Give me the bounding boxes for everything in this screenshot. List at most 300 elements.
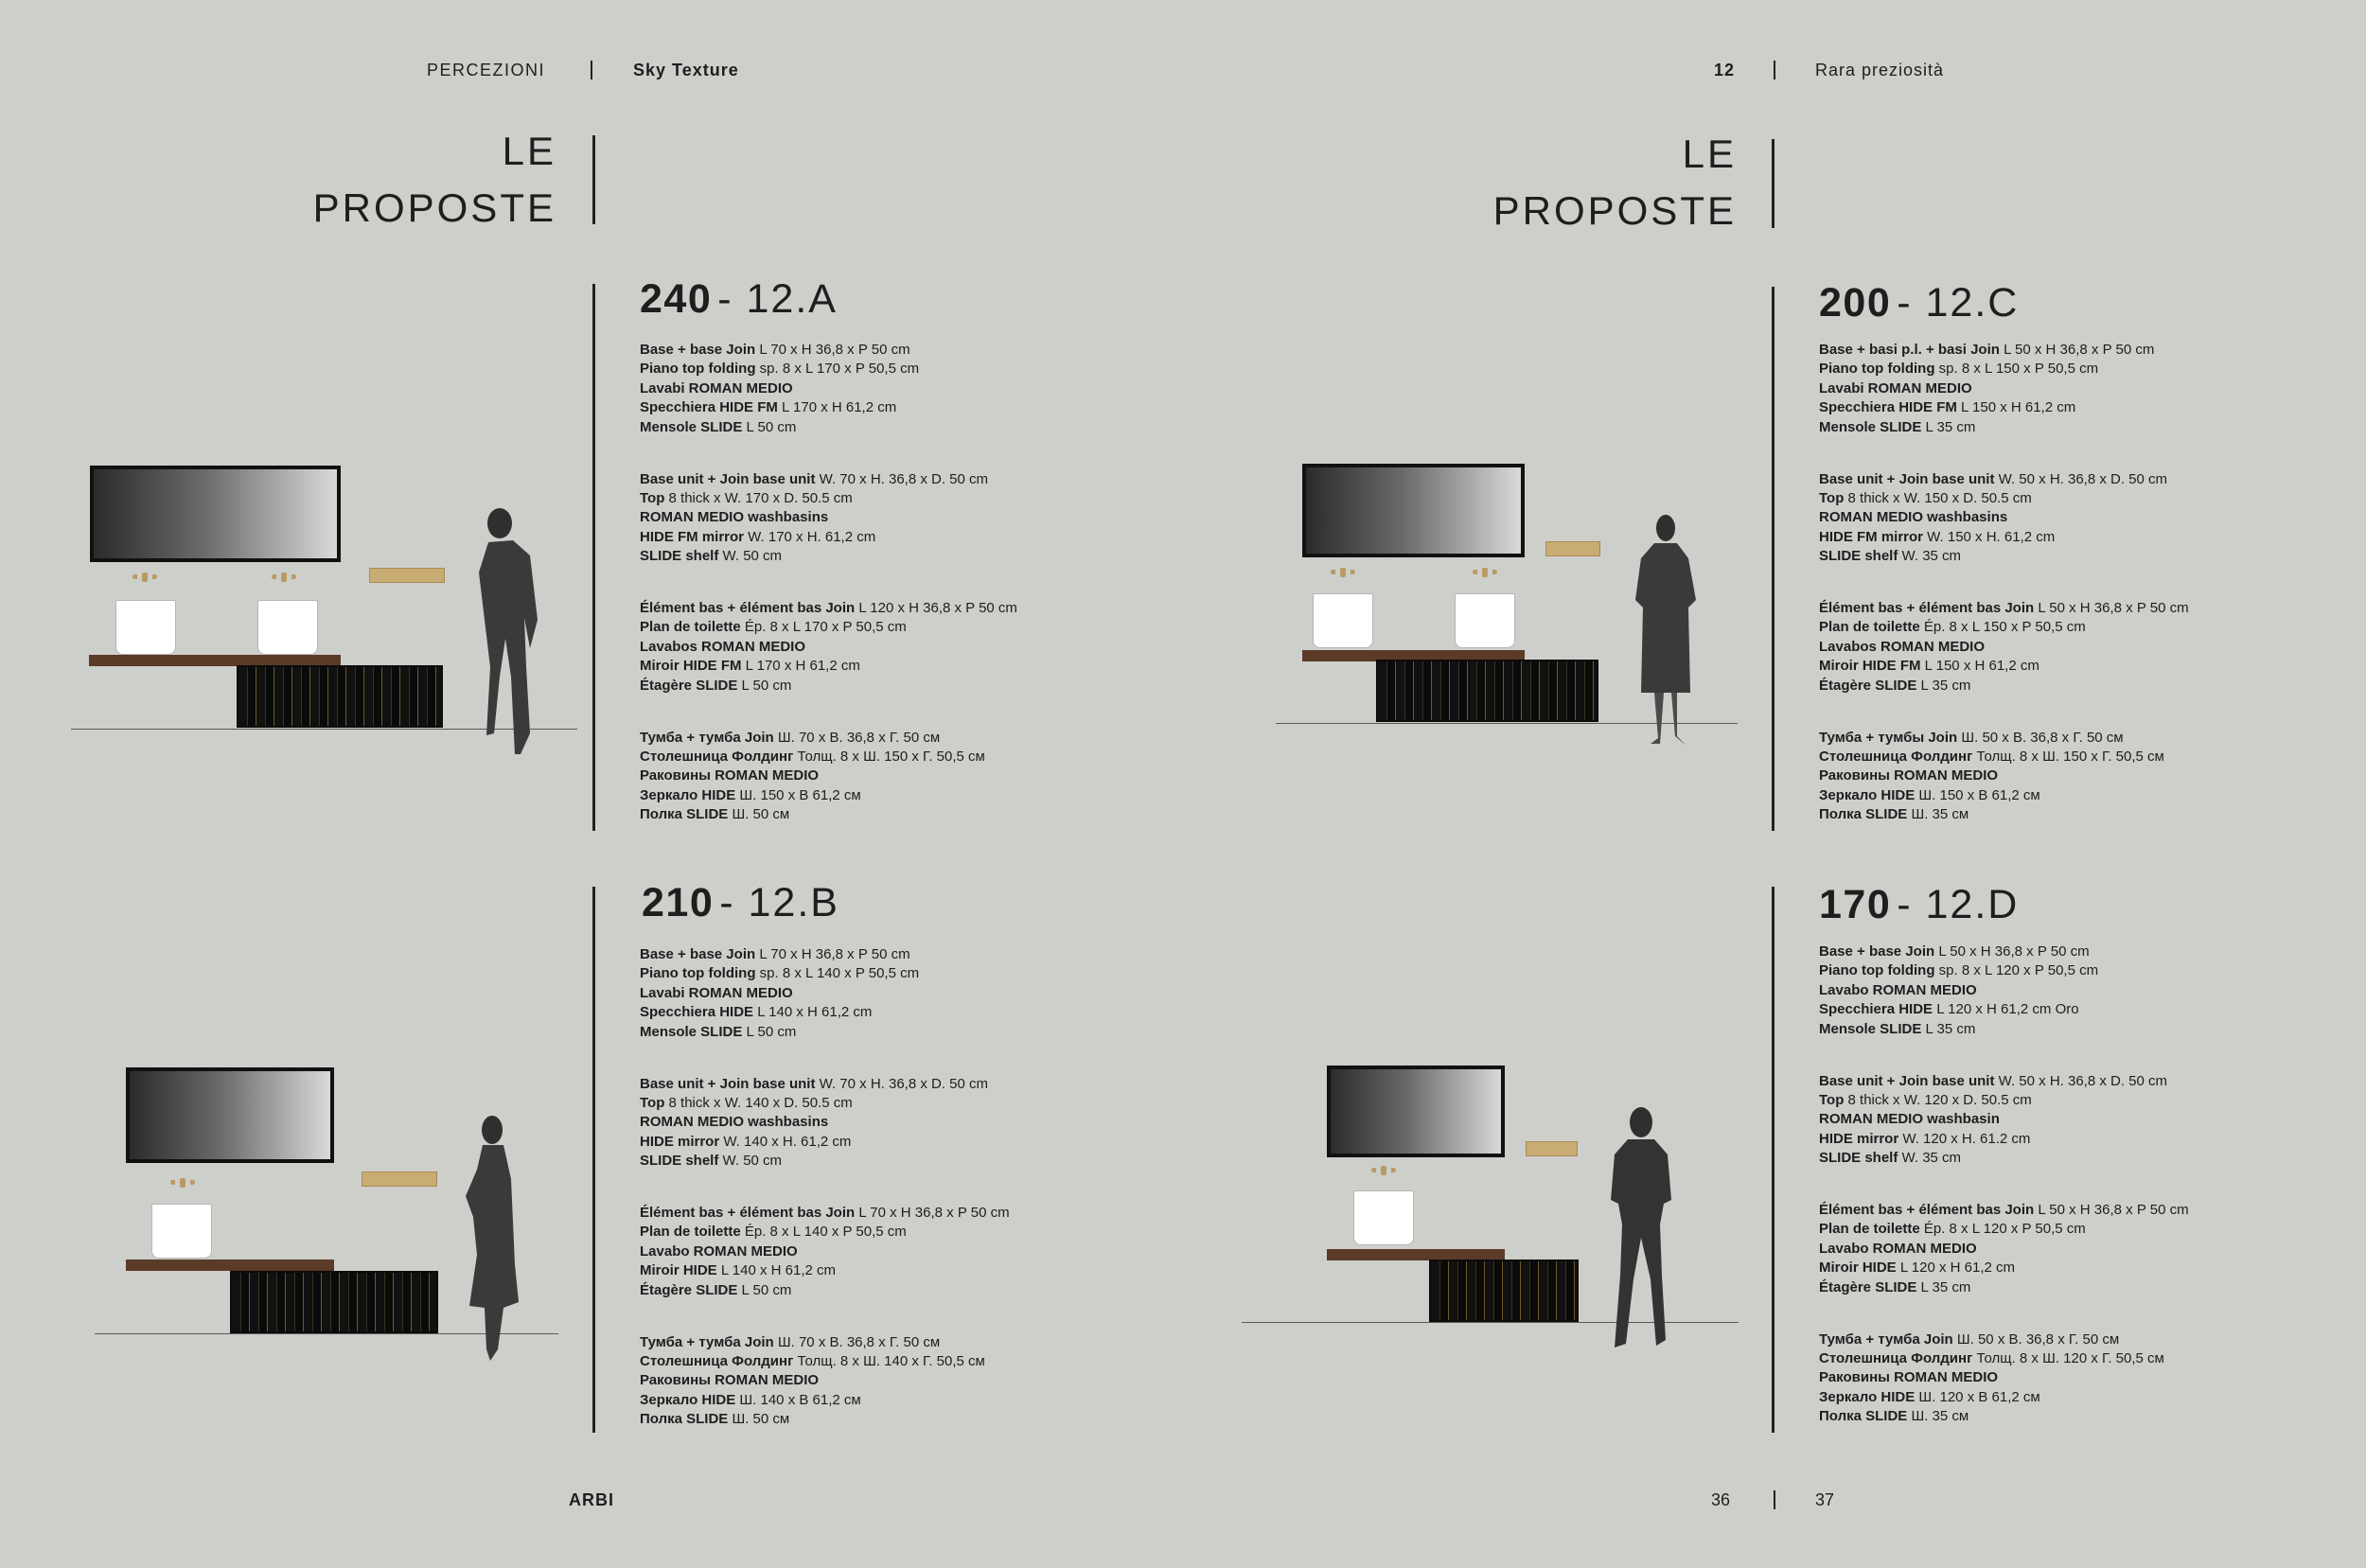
- spec-label: Столешница Фолдинг: [1819, 748, 1973, 765]
- spec-label: Base + base Join: [640, 342, 756, 358]
- spec-value: Ш. 50 см: [728, 806, 790, 823]
- spec-line: [1819, 766, 2330, 785]
- spec-line: [640, 398, 1151, 417]
- spec-label: Étagère SLIDE: [1819, 677, 1917, 694]
- person-figure-icon: [471, 506, 556, 757]
- spec-value: W. 35 cm: [1898, 548, 1962, 565]
- spec-line: [640, 1094, 1151, 1113]
- spec-line: [1819, 1349, 2330, 1368]
- spec-value: Ép. 8 x L 170 x P 50,5 cm: [740, 619, 907, 636]
- spec-line: [1819, 786, 2330, 805]
- spec-label: ROMAN MEDIO washbasins: [640, 1114, 829, 1131]
- proposal-id: - 12.C: [1897, 280, 2020, 326]
- person-figure-icon: [1598, 1105, 1683, 1353]
- spec-label: HIDE mirror: [1819, 1130, 1899, 1147]
- spec-line: [1819, 1240, 2330, 1259]
- spec-label: Lavabo ROMAN MEDIO: [1819, 1240, 1977, 1257]
- spec-line: [1819, 748, 2330, 766]
- spec-group: [640, 1075, 1151, 1172]
- spec-label: Base + basi p.l. + basi Join: [1819, 342, 2000, 358]
- spec-label: Base unit + Join base unit: [1819, 1072, 1995, 1089]
- spec-line: [640, 766, 1151, 785]
- shelf: [362, 1172, 437, 1187]
- spec-value: L 50 cm: [737, 1281, 792, 1298]
- spec-line: [640, 1113, 1151, 1132]
- spec-line: [1819, 1407, 2330, 1426]
- spec-label: Lavabi ROMAN MEDIO: [1819, 379, 1972, 396]
- spec-value: 8 thick x W. 150 x D. 50.5 cm: [1844, 489, 2032, 506]
- spec-label: Раковины ROMAN MEDIO: [1819, 1369, 1999, 1386]
- spec-group: [640, 1204, 1151, 1300]
- spec-line: [640, 599, 1151, 618]
- spec-label: Тумба + тумба Join: [640, 729, 774, 746]
- spec-value: Толщ. 8 x Ш. 150 x Г. 50,5 см: [1972, 748, 2164, 765]
- spec-line: [1819, 1201, 2330, 1220]
- spec-label: Miroir HIDE FM: [640, 658, 742, 675]
- spec-line: [640, 1371, 1151, 1390]
- spec-value: L 150 x H 61,2 cm: [1920, 658, 2039, 675]
- spec-line: [640, 657, 1151, 676]
- spec-label: Полка SLIDE: [1819, 1408, 1908, 1425]
- faucet-icon: [1473, 568, 1497, 577]
- spec-value: W. 50 x H. 36,8 x D. 50 cm: [1994, 1072, 2168, 1089]
- spec-value: L 120 x H 36,8 x P 50 cm: [855, 600, 1017, 616]
- spec-value: L 140 x H 61,2 cm: [716, 1262, 837, 1279]
- spec-label: Зеркало HIDE: [640, 786, 736, 803]
- spec-line: [640, 945, 1151, 964]
- base-cabinet: [237, 665, 443, 728]
- spec-label: Élément bas + élément bas Join: [640, 1205, 856, 1221]
- spec-line: [1819, 1000, 2330, 1019]
- spec-value: L 35 cm: [1921, 418, 1976, 435]
- spec-label: Base + base Join: [1819, 943, 1935, 960]
- spec-line: [1819, 1278, 2330, 1297]
- proposal-divider: [592, 887, 595, 1433]
- spec-line: [640, 1410, 1151, 1429]
- spec-label: Столешница Фолдинг: [640, 748, 794, 765]
- spec-value: sp. 8 x L 140 x P 50,5 cm: [755, 965, 920, 982]
- spec-value: W. 70 x H. 36,8 x D. 50 cm: [815, 1075, 989, 1092]
- spec-label: Élément bas + élément bas Join: [1819, 1202, 2035, 1218]
- spec-line: [640, 528, 1151, 547]
- spec-label: Étagère SLIDE: [1819, 1278, 1917, 1295]
- proposal-id: - 12.A: [717, 276, 838, 322]
- spec-label: Miroir HIDE FM: [1819, 658, 1921, 675]
- spec-label: Étagère SLIDE: [640, 1281, 738, 1298]
- spec-value: L 170 x H 61,2 cm: [741, 658, 860, 675]
- spec-label: Столешница Фолдинг: [1819, 1349, 1973, 1366]
- base-cabinet: [230, 1271, 438, 1333]
- spec-group: [1819, 1201, 2330, 1297]
- spec-value: sp. 8 x L 170 x P 50,5 cm: [755, 361, 920, 378]
- proposal-id: - 12.B: [719, 880, 839, 925]
- spec-line: [1819, 1330, 2330, 1349]
- spec-line: [1819, 618, 2330, 637]
- proposal-size: 240: [640, 276, 713, 322]
- spec-label: Miroir HIDE: [1819, 1260, 1897, 1277]
- spec-value: W. 70 x H. 36,8 x D. 50 cm: [815, 470, 989, 487]
- proposal-code: [1819, 280, 2019, 326]
- washbasin: [1313, 593, 1373, 648]
- spec-line: [1819, 1020, 2330, 1039]
- person-figure-icon: [1628, 513, 1704, 749]
- spec-line: [1819, 398, 2330, 417]
- title-divider: [592, 135, 595, 224]
- spec-line: [640, 341, 1151, 360]
- spec-line: [1819, 729, 2330, 748]
- proposal-size: 200: [1819, 280, 1892, 326]
- spec-label: ROMAN MEDIO washbasin: [1819, 1111, 2000, 1128]
- spec-label: Lavabos ROMAN MEDIO: [1819, 638, 1986, 655]
- spec-line: [640, 1333, 1151, 1352]
- spec-line: [640, 1204, 1151, 1223]
- washbasin: [115, 600, 176, 655]
- spec-value: Ép. 8 x L 120 x P 50,5 cm: [1919, 1221, 2086, 1238]
- spec-label: SLIDE shelf: [1819, 1150, 1898, 1167]
- spec-value: L 35 cm: [1916, 1278, 1971, 1295]
- spec-label: Top: [640, 489, 665, 506]
- spec-label: Étagère SLIDE: [640, 677, 738, 694]
- header-chapter-number: 12: [1714, 61, 1736, 79]
- spec-line: [1819, 943, 2330, 961]
- mirror: [1327, 1066, 1505, 1157]
- header-collection: Sky Texture: [633, 61, 739, 79]
- washbasin: [151, 1204, 212, 1259]
- spec-group: [640, 729, 1151, 825]
- spec-line: [640, 729, 1151, 748]
- spec-value: L 150 x H 61,2 cm: [1956, 399, 2076, 416]
- spec-group: [1819, 1330, 2330, 1427]
- spec-label: Piano top folding: [1819, 962, 1935, 979]
- spec-line: [1819, 1259, 2330, 1277]
- spec-value: Ш. 50 см: [728, 1411, 790, 1428]
- spec-label: Зеркало HIDE: [1819, 786, 1916, 803]
- spec-label: Lavabi ROMAN MEDIO: [640, 984, 793, 1001]
- spec-label: ROMAN MEDIO washbasins: [1819, 509, 2008, 526]
- person-figure-icon: [445, 1113, 530, 1366]
- spec-value: Толщ. 8 x Ш. 140 x Г. 50,5 см: [793, 1352, 985, 1369]
- spec-line: [1819, 1388, 2330, 1407]
- spec-line: [1819, 638, 2330, 657]
- mirror: [126, 1067, 334, 1163]
- spec-line: [1819, 547, 2330, 566]
- spec-label: Specchiera HIDE FM: [1819, 399, 1957, 416]
- spec-value: L 170 x H 61,2 cm: [777, 399, 897, 416]
- spec-value: Ép. 8 x L 140 x P 50,5 cm: [740, 1224, 907, 1241]
- spec-label: Mensole SLIDE: [1819, 418, 1922, 435]
- page-title-right: [1358, 126, 1737, 239]
- spec-label: SLIDE shelf: [1819, 548, 1898, 565]
- faucet-icon: [272, 573, 296, 582]
- spec-line: [640, 786, 1151, 805]
- spec-line: [1819, 1072, 2330, 1091]
- spec-line: [1819, 981, 2330, 1000]
- faucet-icon: [170, 1178, 195, 1188]
- spec-label: Lavabo ROMAN MEDIO: [640, 1242, 798, 1260]
- page-number-right: 37: [1815, 1490, 1835, 1509]
- page-number-left: 36: [1711, 1490, 1731, 1509]
- spec-value: L 50 x H 36,8 x P 50 cm: [1934, 943, 2090, 960]
- spec-value: Ш. 35 см: [1907, 806, 1969, 823]
- spec-label: Plan de toilette: [640, 1224, 741, 1241]
- spec-line: [1819, 379, 2330, 398]
- spec-line: [1819, 1368, 2330, 1387]
- mirror: [90, 466, 341, 562]
- spec-value: L 70 x H 36,8 x P 50 cm: [755, 342, 910, 358]
- spec-value: L 35 cm: [1921, 1020, 1976, 1037]
- spec-label: Top: [640, 1094, 665, 1111]
- spec-line: [1819, 360, 2330, 379]
- spec-value: L 50 x H 36,8 x P 50 cm: [1999, 342, 2155, 358]
- spec-line: [640, 748, 1151, 766]
- spec-label: Piano top folding: [640, 361, 756, 378]
- spec-label: Lavabos ROMAN MEDIO: [640, 638, 806, 655]
- spec-line: [640, 508, 1151, 527]
- spec-label: Тумба + тумба Join: [1819, 1330, 1953, 1348]
- spec-value: L 120 x H 61,2 cm Oro: [1933, 1001, 2079, 1018]
- shelf: [1545, 541, 1600, 556]
- spec-value: Ш. 70 x В. 36,8 x Г. 50 см: [773, 1333, 941, 1350]
- mirror: [1302, 464, 1525, 557]
- spec-label: HIDE FM mirror: [640, 528, 745, 545]
- spec-label: SLIDE shelf: [640, 1153, 719, 1170]
- proposal-code: [642, 880, 839, 926]
- spec-value: L 140 x H 61,2 cm: [753, 1004, 873, 1021]
- spec-label: Piano top folding: [1819, 361, 1935, 378]
- spec-line: [1819, 805, 2330, 824]
- spec-value: 8 thick x W. 140 x D. 50.5 cm: [664, 1094, 853, 1111]
- faucet-icon: [1371, 1166, 1396, 1175]
- spec-value: Ш. 150 x В 61,2 см: [735, 786, 861, 803]
- spec-label: Mensole SLIDE: [1819, 1020, 1922, 1037]
- spec-label: Зеркало HIDE: [640, 1391, 736, 1408]
- spec-label: Specchiera HIDE: [640, 1004, 754, 1021]
- proposal-code: [1819, 882, 2019, 928]
- spec-line: [640, 1242, 1151, 1261]
- spec-label: SLIDE shelf: [640, 548, 719, 565]
- spec-value: L 70 x H 36,8 x P 50 cm: [755, 946, 910, 962]
- spec-label: Mensole SLIDE: [640, 418, 743, 435]
- spec-line: [1819, 489, 2330, 508]
- spec-line: [640, 1133, 1151, 1152]
- spec-label: Élément bas + élément bas Join: [640, 600, 856, 616]
- spec-label: Piano top folding: [640, 965, 756, 982]
- spec-group: [640, 1333, 1151, 1430]
- spec-line: [640, 964, 1151, 983]
- spec-value: L 50 cm: [737, 677, 792, 694]
- spec-label: Top: [1819, 1091, 1845, 1108]
- spec-value: W. 35 cm: [1898, 1150, 1962, 1167]
- spec-line: [1819, 508, 2330, 527]
- spec-value: W. 120 x H. 61.2 cm: [1898, 1130, 2031, 1147]
- proposal-size: 170: [1819, 882, 1892, 927]
- spec-label: Plan de toilette: [1819, 1221, 1920, 1238]
- spec-label: Top: [1819, 489, 1845, 506]
- spec-line: [1819, 1091, 2330, 1110]
- spec-value: W. 140 x H. 61,2 cm: [719, 1133, 852, 1150]
- base-cabinet: [1376, 660, 1598, 722]
- spec-group: [640, 341, 1151, 437]
- spec-value: L 50 x H 36,8 x P 50 cm: [2034, 600, 2189, 616]
- spec-line: [640, 1003, 1151, 1022]
- spec-line: [640, 1352, 1151, 1371]
- spec-line: [1819, 1220, 2330, 1239]
- spec-label: Полка SLIDE: [640, 806, 729, 823]
- spec-label: Plan de toilette: [640, 619, 741, 636]
- spec-line: [1819, 1149, 2330, 1168]
- spec-label: Specchiera HIDE: [1819, 1001, 1933, 1018]
- spec-group: [640, 470, 1151, 567]
- faucet-icon: [132, 573, 157, 582]
- spec-value: L 35 cm: [1916, 677, 1971, 694]
- spec-line: [640, 1075, 1151, 1094]
- spec-label: Lavabi ROMAN MEDIO: [640, 379, 793, 396]
- spec-line: [640, 1023, 1151, 1042]
- spec-line: [640, 547, 1151, 566]
- spec-label: Plan de toilette: [1819, 619, 1920, 636]
- spec-label: Раковины ROMAN MEDIO: [1819, 767, 1999, 784]
- spec-label: Столешница Фолдинг: [640, 1352, 794, 1369]
- spec-value: Толщ. 8 x Ш. 120 x Г. 50,5 см: [1972, 1349, 2164, 1366]
- spec-line: [640, 360, 1151, 379]
- spec-label: Полка SLIDE: [640, 1411, 729, 1428]
- spec-value: Ш. 70 x В. 36,8 x Г. 50 см: [773, 729, 941, 746]
- spec-line: [1819, 470, 2330, 489]
- spec-line: [640, 1152, 1151, 1171]
- spec-line: [640, 470, 1151, 489]
- spec-value: Ш. 150 x В 61,2 см: [1915, 786, 2040, 803]
- header-section: PERCEZIONI: [427, 61, 546, 79]
- header-chapter-title: Rara preziosità: [1815, 61, 1945, 79]
- base-cabinet: [1429, 1260, 1579, 1322]
- spec-label: Зеркало HIDE: [1819, 1388, 1916, 1405]
- spec-group: [640, 599, 1151, 696]
- spec-group: [1819, 943, 2330, 1039]
- spec-group: [1819, 599, 2330, 696]
- spec-label: HIDE FM mirror: [1819, 528, 1924, 545]
- proposal-divider: [592, 284, 595, 831]
- title-line: PROPOSTE: [312, 185, 556, 230]
- washbasin: [1455, 593, 1515, 648]
- spec-line: [640, 984, 1151, 1003]
- header-separator: [1774, 61, 1775, 79]
- proposal-divider: [1772, 287, 1774, 831]
- spec-value: W. 50 x H. 36,8 x D. 50 cm: [1994, 470, 2168, 487]
- spec-label: Élément bas + élément bas Join: [1819, 600, 2035, 616]
- spec-line: [1819, 1130, 2330, 1149]
- spec-group: [1819, 1072, 2330, 1169]
- spec-value: sp. 8 x L 150 x P 50,5 cm: [1934, 361, 2099, 378]
- spec-group: [1819, 729, 2330, 825]
- faucet-icon: [1331, 568, 1355, 577]
- spec-value: Ép. 8 x L 150 x P 50,5 cm: [1919, 619, 2086, 636]
- spec-value: L 50 cm: [742, 418, 797, 435]
- proposal-divider: [1772, 887, 1774, 1433]
- spec-line: [1819, 961, 2330, 980]
- spec-label: Base + base Join: [640, 946, 756, 962]
- spec-value: Ш. 35 см: [1907, 1408, 1969, 1425]
- spec-line: [1819, 528, 2330, 547]
- spec-line: [640, 489, 1151, 508]
- proposal-id: - 12.D: [1897, 882, 2020, 927]
- spec-label: Раковины ROMAN MEDIO: [640, 1372, 820, 1389]
- spec-value: 8 thick x W. 120 x D. 50.5 cm: [1844, 1091, 2032, 1108]
- spec-value: Ш. 50 x В. 36,8 x Г. 50 см: [1952, 1330, 2120, 1348]
- spec-label: Lavabo ROMAN MEDIO: [1819, 981, 1977, 998]
- footer-separator: [1774, 1490, 1775, 1509]
- spec-label: Тумба + тумбы Join: [1819, 729, 1958, 746]
- spec-value: 8 thick x W. 170 x D. 50.5 cm: [664, 489, 853, 506]
- proposal-size: 210: [642, 880, 715, 925]
- spec-label: ROMAN MEDIO washbasins: [640, 509, 829, 526]
- spec-line: [1819, 677, 2330, 696]
- spec-group: [640, 945, 1151, 1042]
- spec-label: Полка SLIDE: [1819, 806, 1908, 823]
- title-line: PROPOSTE: [1492, 188, 1737, 233]
- spec-value: Толщ. 8 x Ш. 150 x Г. 50,5 см: [793, 748, 985, 765]
- spec-value: W. 50 cm: [718, 1153, 783, 1170]
- spec-line: [640, 379, 1151, 398]
- spec-line: [640, 638, 1151, 657]
- shelf: [369, 568, 445, 583]
- spec-group: [1819, 341, 2330, 437]
- page-title-left: [178, 123, 556, 237]
- spec-line: [1819, 657, 2330, 676]
- spec-line: [640, 677, 1151, 696]
- countertop: [126, 1260, 334, 1271]
- title-line: LE: [502, 129, 556, 173]
- spec-value: L 70 x H 36,8 x P 50 cm: [855, 1205, 1010, 1221]
- spec-value: sp. 8 x L 120 x P 50,5 cm: [1934, 962, 2099, 979]
- spec-label: Раковины ROMAN MEDIO: [640, 767, 820, 784]
- spec-value: W. 50 cm: [718, 548, 783, 565]
- spec-line: [640, 418, 1151, 437]
- spec-line: [640, 1391, 1151, 1410]
- spec-line: [1819, 599, 2330, 618]
- spec-value: Ш. 50 x В. 36,8 x Г. 50 см: [1957, 729, 2124, 746]
- header-separator: [591, 61, 592, 79]
- proposal-code: [640, 276, 838, 323]
- spec-label: Тумба + тумба Join: [640, 1333, 774, 1350]
- washbasin: [1353, 1190, 1414, 1245]
- spec-label: Base unit + Join base unit: [640, 1075, 816, 1092]
- spec-value: W. 170 x H. 61,2 cm: [744, 528, 876, 545]
- spec-line: [640, 805, 1151, 824]
- spec-line: [1819, 341, 2330, 360]
- spec-value: W. 150 x H. 61,2 cm: [1923, 528, 2056, 545]
- washbasin: [257, 600, 318, 655]
- spec-value: L 50 cm: [742, 1023, 797, 1040]
- shelf: [1526, 1141, 1578, 1156]
- spec-line: [1819, 1110, 2330, 1129]
- spec-value: Ш. 120 x В 61,2 см: [1915, 1388, 2040, 1405]
- spec-label: Mensole SLIDE: [640, 1023, 743, 1040]
- spec-label: Base unit + Join base unit: [1819, 470, 1995, 487]
- spec-line: [1819, 418, 2330, 437]
- spec-value: Ш. 140 x В 61,2 см: [735, 1391, 861, 1408]
- spec-group: [1819, 470, 2330, 567]
- spec-label: Specchiera HIDE FM: [640, 399, 778, 416]
- spec-label: Miroir HIDE: [640, 1262, 717, 1279]
- spec-value: L 50 x H 36,8 x P 50 cm: [2034, 1202, 2189, 1218]
- title-line: LE: [1682, 132, 1737, 176]
- spec-value: L 120 x H 61,2 cm: [1896, 1260, 2016, 1277]
- spec-line: [640, 1261, 1151, 1280]
- spec-line: [640, 618, 1151, 637]
- spec-label: Base unit + Join base unit: [640, 470, 816, 487]
- spec-label: HIDE mirror: [640, 1133, 720, 1150]
- spec-line: [640, 1223, 1151, 1242]
